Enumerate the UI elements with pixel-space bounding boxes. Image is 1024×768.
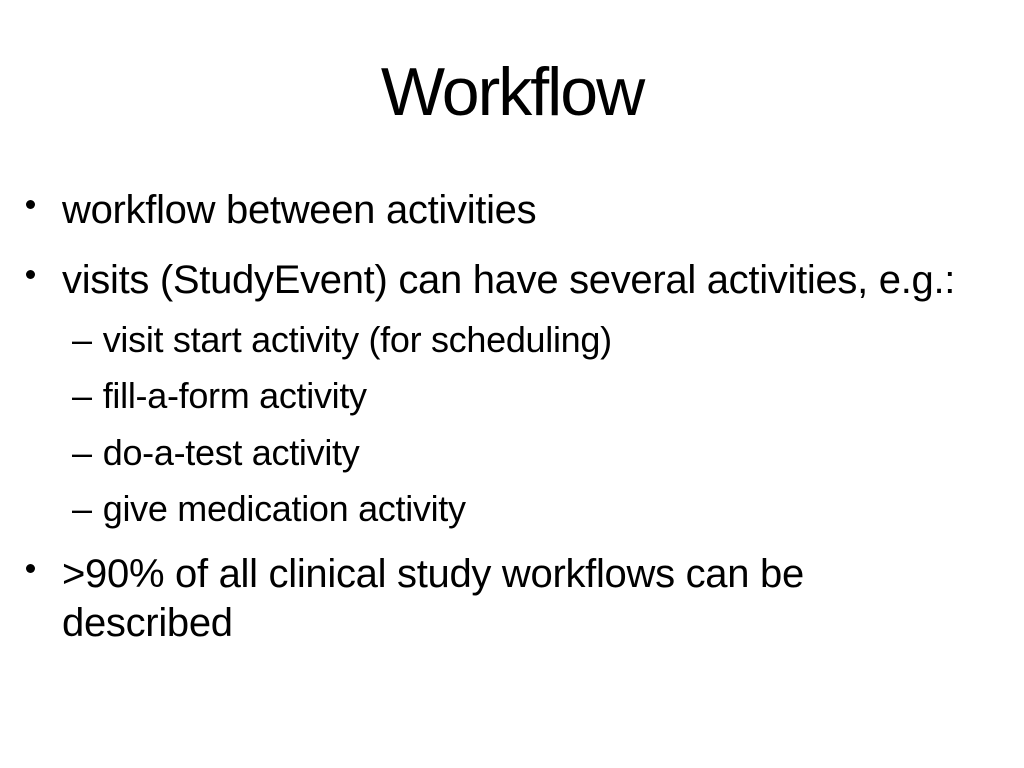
bullet-dot-icon — [26, 270, 35, 279]
bullet-text: >90% of all clinical study workflows can be described — [62, 552, 804, 645]
bullet-item — [26, 550, 922, 648]
sub-bullet-text: give medication activity — [102, 488, 466, 529]
bullet-text: visits (StudyEvent) can have several activities, e.g.: — [62, 258, 956, 302]
bullet-item — [26, 186, 536, 234]
sub-bullet-text: visit start activity (for scheduling) — [102, 319, 612, 360]
bullet-dash-icon: – — [72, 432, 92, 473]
sub-bullet-item — [72, 374, 367, 418]
sub-bullet-text: fill-a-form activity — [102, 375, 367, 416]
sub-bullet-item — [72, 318, 612, 362]
sub-bullet-item — [72, 487, 466, 531]
bullet-dot-icon — [26, 564, 35, 573]
slide-title: Workflow — [380, 54, 644, 130]
bullet-item — [26, 256, 955, 304]
bullet-dash-icon: – — [72, 488, 92, 529]
bullet-dot-icon — [26, 200, 35, 209]
bullet-text: workflow between activities — [62, 188, 537, 232]
bullet-dash-icon: – — [72, 375, 92, 416]
bullet-dash-icon: – — [72, 319, 92, 360]
sub-bullet-item — [72, 431, 359, 475]
sub-bullet-text: do-a-test activity — [102, 432, 360, 473]
